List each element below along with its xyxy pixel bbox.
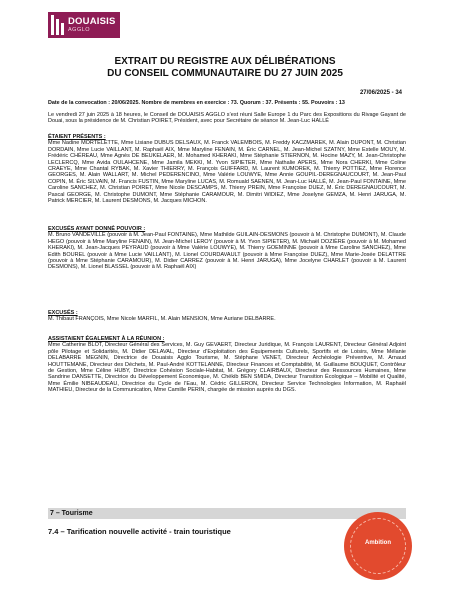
excuses-heading: EXCUSÉS : <box>48 310 78 316</box>
logo-mark-icon <box>51 15 65 35</box>
douaisis-agglo-logo <box>48 12 120 38</box>
logo-name: DOUAISIS <box>68 16 116 27</box>
badge-label: Ambition <box>365 540 391 546</box>
presents-heading: ÉTAIENT PRÉSENTS : <box>48 134 106 140</box>
badge-ring <box>350 518 406 574</box>
session-meta: Date de la convocation : 20/06/2025. Nombre de membres en exercice : 73. Quorum : 37. Présents : 55. Pouvoirs : 13 <box>48 100 345 106</box>
excuses-list: M. Thibaut FRANÇOIS, Mme Nicole MARFIL, M. Alain MENSION, Mme Auriane DELBARRE. <box>48 316 276 323</box>
subsection-title: 7.4 – Tarification nouvelle activité - train touristique <box>48 527 231 536</box>
excuses-section <box>48 310 406 323</box>
intro-paragraph: Le vendredi 27 juin 2025 à 18 heures, le Conseil de DOUAISIS AGGLO s’est réuni Salle Europe 1 du Parc des Expositions du Rivage Gayant de Douai, sous la présidence de M. Christian POIRET, Président, avec pour Secrétaire de séance M. Jean-Luc HALLÉ <box>48 112 406 125</box>
section-header: 7 – Tourisme <box>48 508 406 519</box>
document-title-line1: EXTRAIT DU REGISTRE AUX DÉLIBÉRATIONS <box>114 56 336 67</box>
assistent-list: Mme Catherine BLOT, Directeur Général des Services, M. Guy GEVAERT, Directeur Juridique, M. François LAURENT, Directeur Général Adjoint pôle Pilotage et Solidarités, M. Didier DELAVAL, Directeur d’Exploitation des Équipements Culturels, Sportifs et de Loisirs, Mme Mélanie DELABARRE MEGNIN, Directrice de Douaisis Agglo Tourisme, M. Stéphane VENET, Directeur Archéologie Préventive, M. Arnaud HOUTTEMANE, Directeur des Déchets, M. Paul-André KOTTELANNE, Directeur Finances et Comptabilité, M. Guillaume BOUQUET, Contrôleur de Gestion, Mme Céline HUBY, Directrice Cohésion Sociale-Habitat, M. Grégory CLAIRBAUX, Directeur des Ressources Humaines, Mme Sandrine DANSETTE, Directrice du Développement Économique, M. Chékib BEN SMIDA, Directeur Transition Écologique – Mobilité et Qualité, Mme Émilie NIBEAUDEAU, Directrice du Cycle de l’Eau, M. Cédric GILLERON, Directeur Service Technologies Information, M. Raphaël MATHIEU, Directeur de la Communication, Mme Camille PERIN, chargée de mission auprès du DGS. <box>48 342 406 394</box>
excuses-pouvoir-list: M. Bruno VANDEVILLE (pouvoir à M. Jean-Paul FONTAINE), Mme Mathilde GUILAIN-DESMONS (pouvoir à M. Christophe DUMONT), M. Claude HEGO (pouvoir à Mme Maryline FENAIN), M. Jean-Michel LEROY (pouvoir à M. Yvon SIPIETER), M. Michaël DOZIÈRE (pouvoir à M. Mohamed KHERAKI), M. Jean-Jacques PEYRAUD (pouvoir à Mme Valérie LOUWYE), M. Thierry GOEMINNE (pouvoir à Mme Caroline SANCHEZ), Mme Edith BOUREL (pouvoir à Mme Lucie VAILLANT), M. Lionel COURDAVAULT (pouvoir à Mme Françoise DUEZ), Mme Marie-Josée DELATTRE (pouvoir à Mme Stéphanie CARAMOUR), M. Didier CARREZ (pouvoir à M. Henri JARUGA), Mme Jocelyne CHARLET (pouvoir à M. Laurent DESMONS), M. Lionel BLASSEL (pouvoir à M. Raphaël AIX) <box>48 232 406 271</box>
presents-section <box>48 134 406 204</box>
excuses-pouvoir-section <box>48 226 406 271</box>
assistent-heading: ASSISTAIENT ÉGALEMENT À LA RÉUNION : <box>48 336 165 342</box>
assistent-section <box>48 336 406 394</box>
deliberation-reference: 27/06/2025 - 34 <box>359 90 402 96</box>
excuses-pouvoir-heading: EXCUSÉS AYANT DONNÉ POUVOIR : <box>48 226 146 232</box>
ambition-badge-icon <box>344 512 412 580</box>
presents-list: Mme Nadine MORTELETTE, Mme Lisiane DUBUS DELSAUX, M. Franck VALEMBOIS, M. Freddy KACZMAREK, M. Alain DUPONT, M. Christian DORDAIN, Mme Lucie VAILLANT, M. Raphaël AIX, Mme Maryline FENAIN, M. Éric CARNEL, M. Jean-Michel SZATNY, Mme Estelle MOUY, M. Frédéric CHÉREAU, Mme Agnès DE BEUKELAER, M. Mohamed KHERAKI, Mme Stéphanie STIERNON, M. Hocine MAZY, M. Jean-Christophe LECLERCQ, Mme Avida OULAHCENE, Mme Jamila MEKKI, M. Yvon SIPIETER, Mme Nathalie APERS, Mme Nora CHERKI, Mme Coline CRAEYE, Mme Chantal RYBAK, M. Xavier THIERRY, M. François GUIFFARD, M. Laurent KUMOREK, M. Thierry POTTIEZ, Mme Florence GEORGES, M. Alain WALLART, M. Michel PEDERENCINO, Mme Valérie LOUWYE, Mme Annie GOUPIL-DEREGNAUCOURT, M. Jean-Paul COPIN, M. Éric SILVAIN, M. Francis FUSTIN, Mme Maryline LUCAS, M. Romuald SAENEN, M. Jean-Luc HALLÉ, M. Jean-Paul FONTAINE, Mme Caroline SANCHEZ, M. Christian POIRET, Mme Nicole DESCAMPS, M. Thierry PREIN, Mme Françoise DUEZ, M. Éric DEREGNAUCOURT, M. Pascal GEORGE, M. Christophe DUMONT, Mme Stéphanie CARAMOUR, M. Dimitri WIDIEZ, Mme Joselyne GEMZA, M. Henri JARUGA, M. Patrick MERCIER, M. Laurent DESMONS, M. Jacques MICHON. <box>48 140 406 205</box>
logo-subtitle: AGGLO <box>68 27 91 33</box>
document-title-line2: DU CONSEIL COMMUNAUTAIRE DU 27 JUIN 2025 <box>107 68 343 79</box>
